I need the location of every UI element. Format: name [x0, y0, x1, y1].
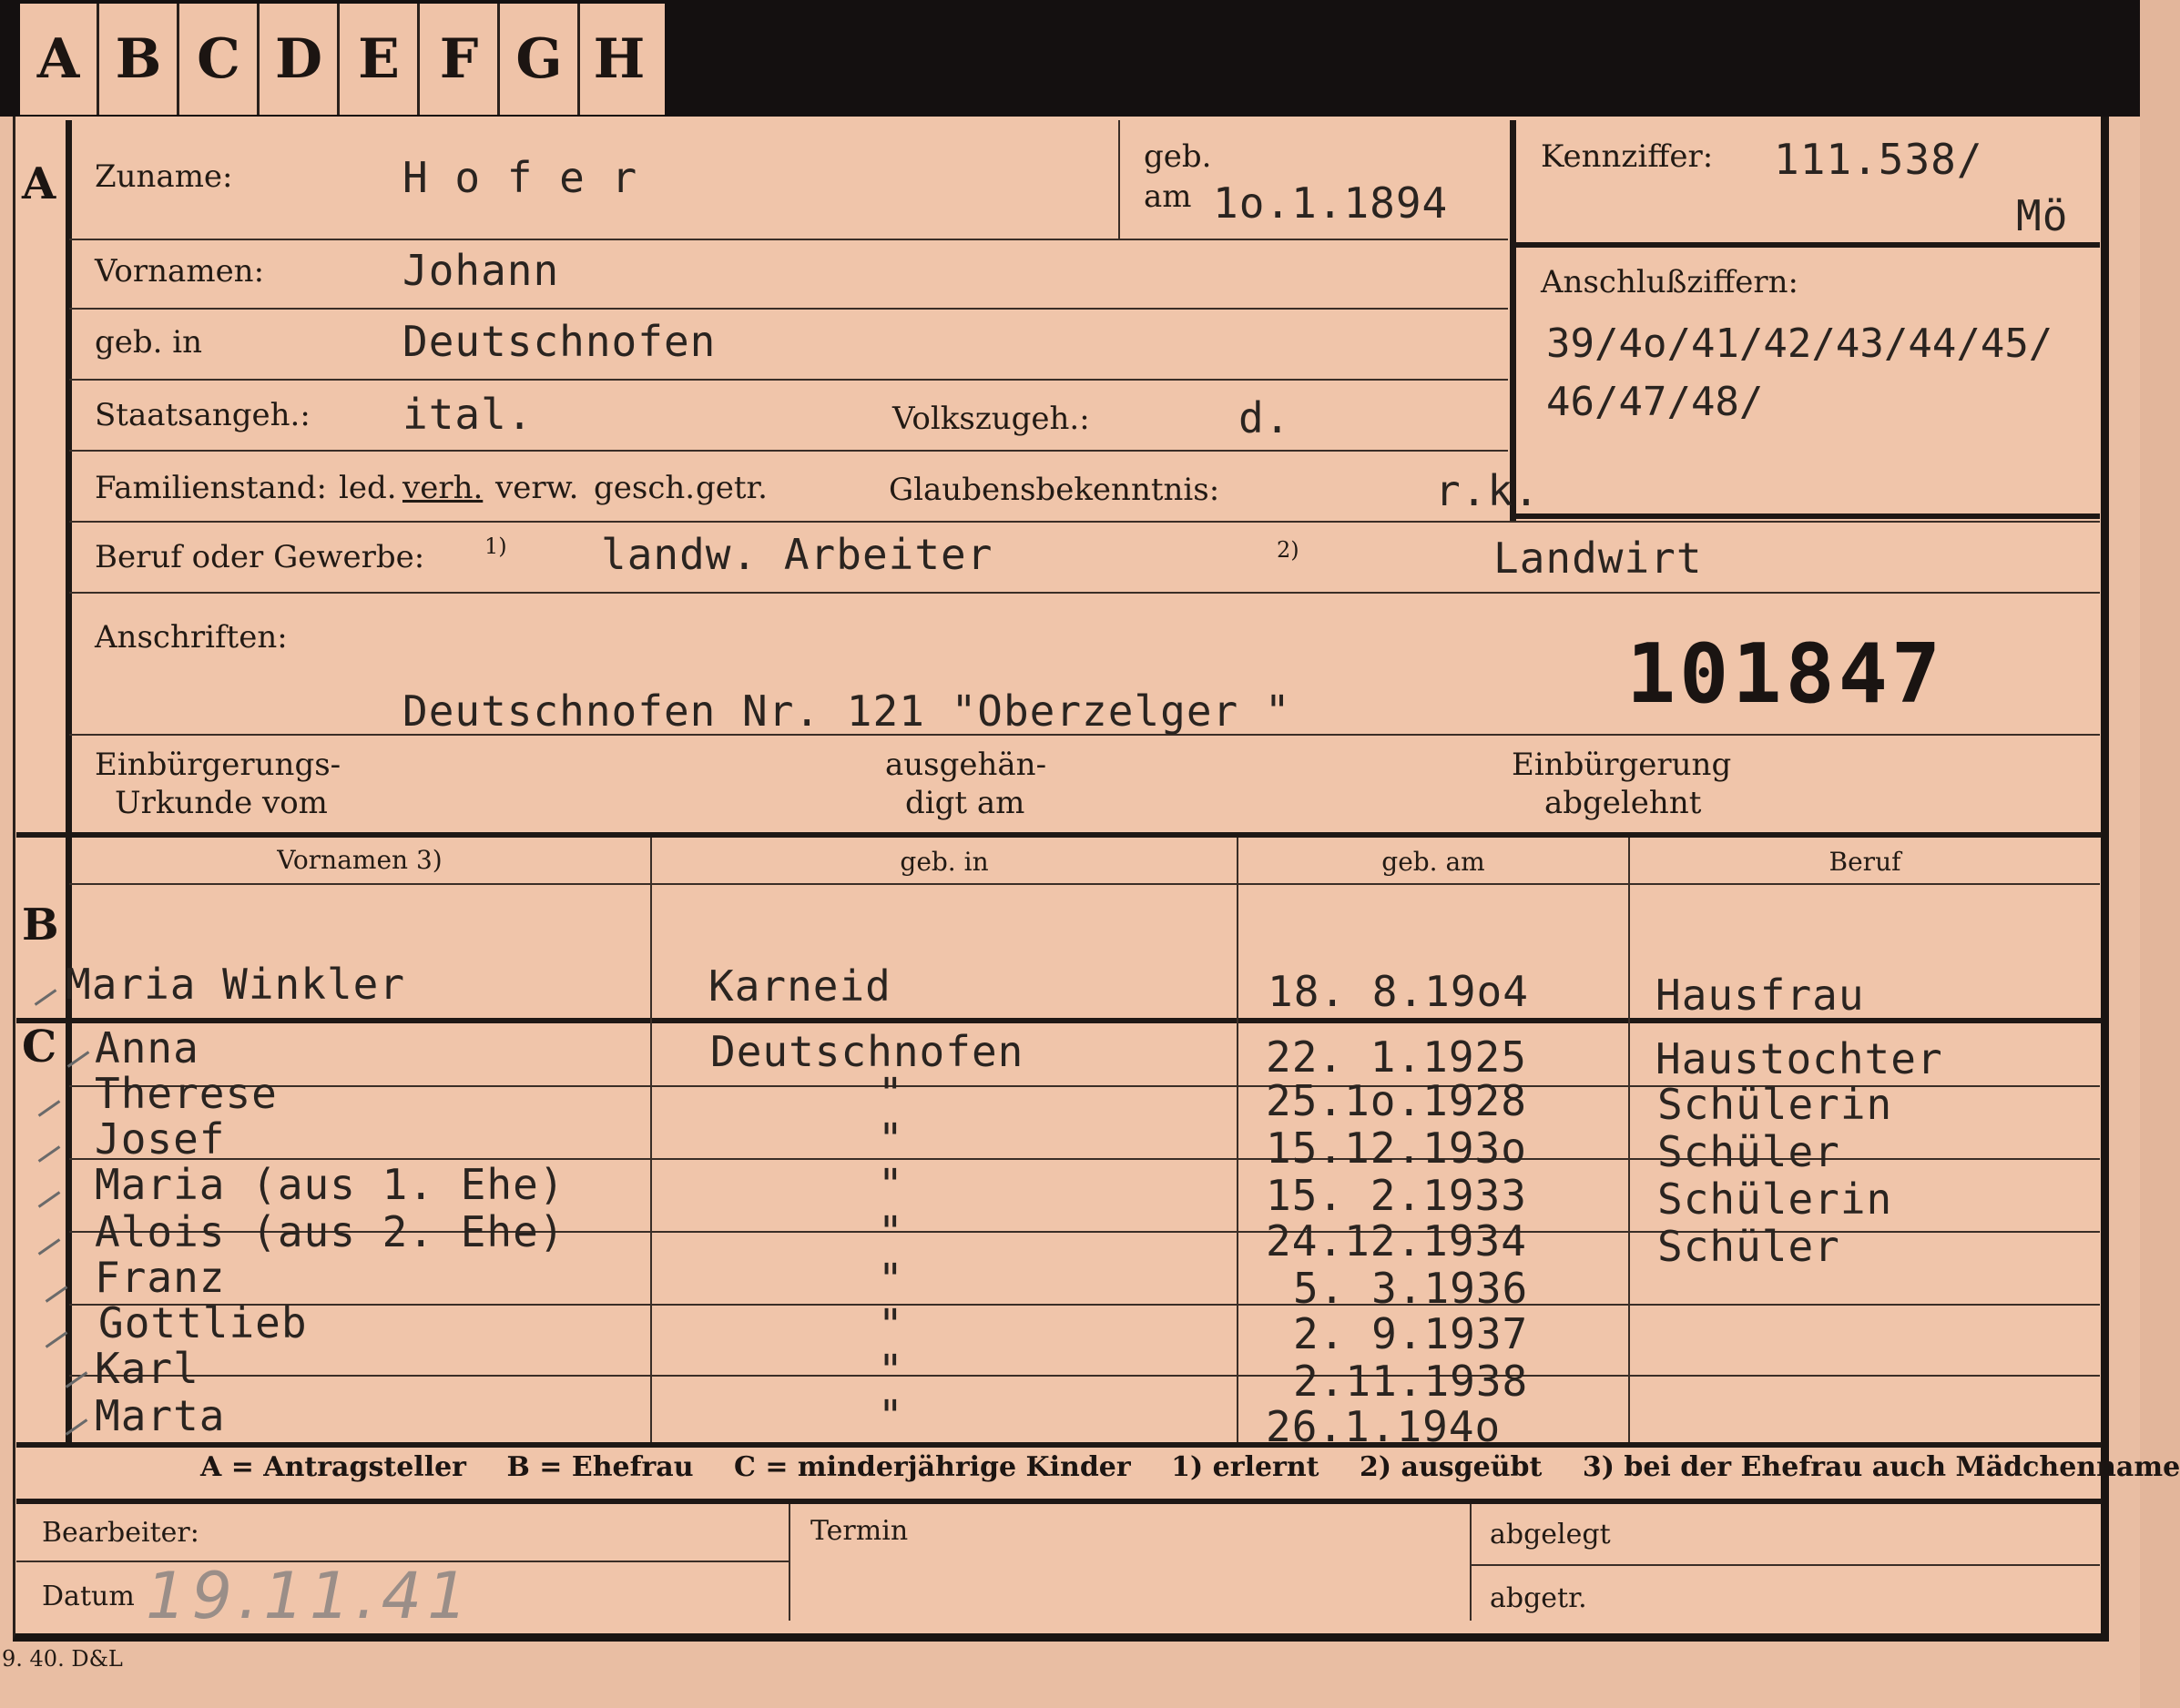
marital-status-label: Familienstand: [95, 470, 327, 506]
child-occupation: Haustochter [1655, 1034, 1943, 1083]
child-birthplace: " [878, 1300, 904, 1349]
naturalization-label-2: Urkunde vom [115, 785, 328, 821]
reference-id-label: Kennziffer: [1541, 138, 1714, 175]
addresses-label: Anschriften: [95, 619, 288, 656]
tab-d[interactable]: D [260, 4, 340, 115]
col-header-given-names: Vornamen 3) [277, 845, 443, 875]
table-header-line [69, 883, 2100, 885]
legend-note-2: 2) ausgeübt [1360, 1451, 1543, 1483]
naturalization-label: Einbürgerungs- [95, 747, 341, 783]
tab-f[interactable]: F [421, 4, 500, 115]
child-birthplace: " [878, 1160, 904, 1209]
ethnicity-value: d. [1238, 393, 1291, 442]
occupation-learned-value: landw. Arbeiter [601, 530, 993, 579]
tab-h[interactable]: H [593, 27, 646, 91]
table-row-line [69, 1304, 2100, 1306]
table-col-divider [1237, 838, 1238, 1442]
child-name: Karl [95, 1344, 199, 1393]
religion-value: r.k. [1435, 466, 1540, 515]
child-birthdate: 2.11.1938 [1293, 1357, 1529, 1406]
footer-divider [1470, 1504, 1472, 1621]
clerk-label: Bearbeiter: [42, 1517, 199, 1549]
child-birthdate: 26.1.194o [1266, 1402, 1502, 1451]
ethnicity-label: Volkszugeh.: [892, 401, 1090, 437]
child-occupation: Schüler [1657, 1222, 1840, 1271]
reference-box-bottom [1513, 513, 2100, 519]
born-label: geb. [1144, 138, 1212, 175]
row-divider [69, 450, 1508, 452]
child-birthplace: " [878, 1255, 904, 1304]
handed-label: ausgehän- [885, 747, 1047, 783]
birthplace-value: Deutschnofen [402, 317, 717, 366]
linked-numbers-line-1: 39/4o/41/42/43/44/45/ [1546, 320, 2053, 367]
occupation-note-2: 2) [1277, 537, 1299, 563]
child-name: Marta [95, 1391, 226, 1440]
table-col-divider [1628, 838, 1630, 1442]
birthdate-divider [1118, 120, 1120, 239]
child-birthdate: 15. 2.1933 [1266, 1171, 1527, 1220]
child-name: Alois (aus 2. Ehe) [95, 1207, 565, 1256]
marital-status-option: getr. [696, 470, 768, 506]
child-name: Anna [95, 1023, 199, 1073]
date-label: Datum [42, 1581, 135, 1612]
child-birthplace: " [878, 1391, 904, 1440]
address-value: Deutschnofen Nr. 121 "Oberzelger " [402, 686, 1291, 736]
table-col-divider [650, 838, 652, 1442]
legend-children: C = minderjährige Kinder [734, 1451, 1131, 1483]
child-occupation: Schülerin [1657, 1174, 1893, 1224]
child-birthdate: 24.12.1934 [1266, 1216, 1527, 1266]
section-column-divider [66, 120, 72, 1442]
occupation-note-1: 1) [484, 534, 507, 559]
child-birthplace: " [878, 1069, 904, 1118]
legend-note-1: 1) erlernt [1171, 1451, 1319, 1483]
rejected-label: Einbürgerung [1512, 747, 1732, 783]
marital-status-option-selected: verh. [402, 470, 484, 506]
removed-label: abgetr. [1490, 1582, 1587, 1614]
legend-wife: B = Ehefrau [506, 1451, 694, 1483]
religion-label: Glaubensbekenntnis: [889, 472, 1220, 508]
citizenship-label: Staatsangeh.: [95, 397, 311, 433]
footer-divider [789, 1504, 790, 1621]
col-header-occupation: Beruf [1829, 847, 1901, 877]
section-c-marker: C [22, 1022, 57, 1073]
child-occupation: Schülerin [1657, 1080, 1893, 1129]
filed-label: abgelegt [1490, 1519, 1611, 1550]
occupation-practiced-value: Landwirt [1493, 534, 1703, 583]
child-birthplace: " [878, 1346, 904, 1395]
spouse-name: Maria Winkler [66, 960, 406, 1009]
col-header-birthdate: geb. am [1381, 847, 1485, 877]
given-names-label: Vornamen: [95, 253, 265, 290]
reference-id-suffix: Mö [2016, 191, 2069, 240]
section-a-marker: A [22, 158, 56, 209]
tab-c[interactable]: C [180, 4, 260, 115]
spouse-occupation: Hausfrau [1655, 971, 1865, 1020]
footer-line [1470, 1564, 2100, 1566]
marital-status-option: gesch. [594, 470, 696, 506]
index-tabs [20, 4, 665, 115]
legend-top [16, 1442, 2102, 1448]
footer-top [16, 1499, 2102, 1504]
child-name: Maria (aus 1. Ehe) [95, 1160, 565, 1209]
marital-status-option: verw. [495, 470, 579, 506]
occupation-label: Beruf oder Gewerbe: [95, 539, 425, 575]
child-birthplace: " [878, 1207, 904, 1256]
spouse-birthplace: Karneid [708, 961, 891, 1011]
spouse-birthdate: 18. 8.19o4 [1268, 967, 1529, 1016]
section-b-marker: B [22, 900, 59, 951]
citizenship-value: ital. [402, 390, 534, 439]
linked-numbers-line-2: 46/47/48/ [1546, 379, 1764, 425]
tab-a[interactable]: A [20, 4, 99, 115]
handwritten-date: 19.11.41 [146, 1559, 474, 1633]
section-b-top [16, 832, 2102, 838]
tab-b[interactable]: B [100, 4, 179, 115]
legend-applicant: A = Antragsteller [200, 1451, 466, 1483]
child-birthdate: 25.1o.1928 [1266, 1076, 1527, 1125]
reference-box-divider [1510, 120, 1516, 521]
legend [200, 1451, 2180, 1483]
row-divider [69, 521, 2100, 523]
row-divider [69, 592, 2100, 594]
table-row-line [69, 1375, 2100, 1377]
legend-note-3: 3) bei der Ehefrau auch Mädchenname [1582, 1451, 2180, 1483]
marital-status-option: led. [339, 470, 397, 506]
tab-e[interactable]: E [341, 4, 420, 115]
child-name: Gottlieb [98, 1298, 308, 1347]
surname-value: H o f e r [402, 153, 638, 202]
reference-id-value: 111.538/ [1774, 135, 1983, 184]
child-birthdate: 22. 1.1925 [1266, 1032, 1527, 1082]
child-name: Therese [95, 1069, 278, 1118]
child-birthdate: 15.12.193o [1266, 1123, 1527, 1173]
reference-box-line [1513, 242, 2100, 248]
child-name: Franz [95, 1253, 226, 1302]
row-divider [69, 239, 1508, 240]
deadline-label: Termin [810, 1515, 909, 1547]
birth-date-value: 1o.1.1894 [1213, 178, 1449, 228]
stamp-number: 101847 [1626, 626, 1945, 722]
given-names-value: Johann [402, 246, 560, 295]
tab-g[interactable]: G [501, 4, 580, 115]
child-birthplace: Deutschnofen [710, 1027, 1024, 1076]
child-occupation: Schüler [1657, 1127, 1840, 1176]
birthplace-label: geb. in [95, 324, 203, 361]
child-birthdate: 2. 9.1937 [1293, 1309, 1529, 1358]
col-header-birthplace: geb. in [900, 847, 989, 877]
surname-label: Zuname: [95, 158, 233, 195]
linked-numbers-label: Anschlußziffern: [1541, 264, 1798, 300]
handed-label-2: digt am [905, 785, 1025, 821]
child-birthplace: " [878, 1114, 904, 1164]
born-on-label: am [1144, 178, 1192, 215]
row-divider [69, 379, 1508, 381]
printer-mark: 9. 40. D&L [2, 1646, 123, 1672]
rejected-label-2: abgelehnt [1544, 785, 1702, 821]
child-name: Josef [95, 1114, 226, 1164]
row-divider [69, 308, 1508, 310]
child-birthdate: 5. 3.1936 [1293, 1264, 1529, 1313]
